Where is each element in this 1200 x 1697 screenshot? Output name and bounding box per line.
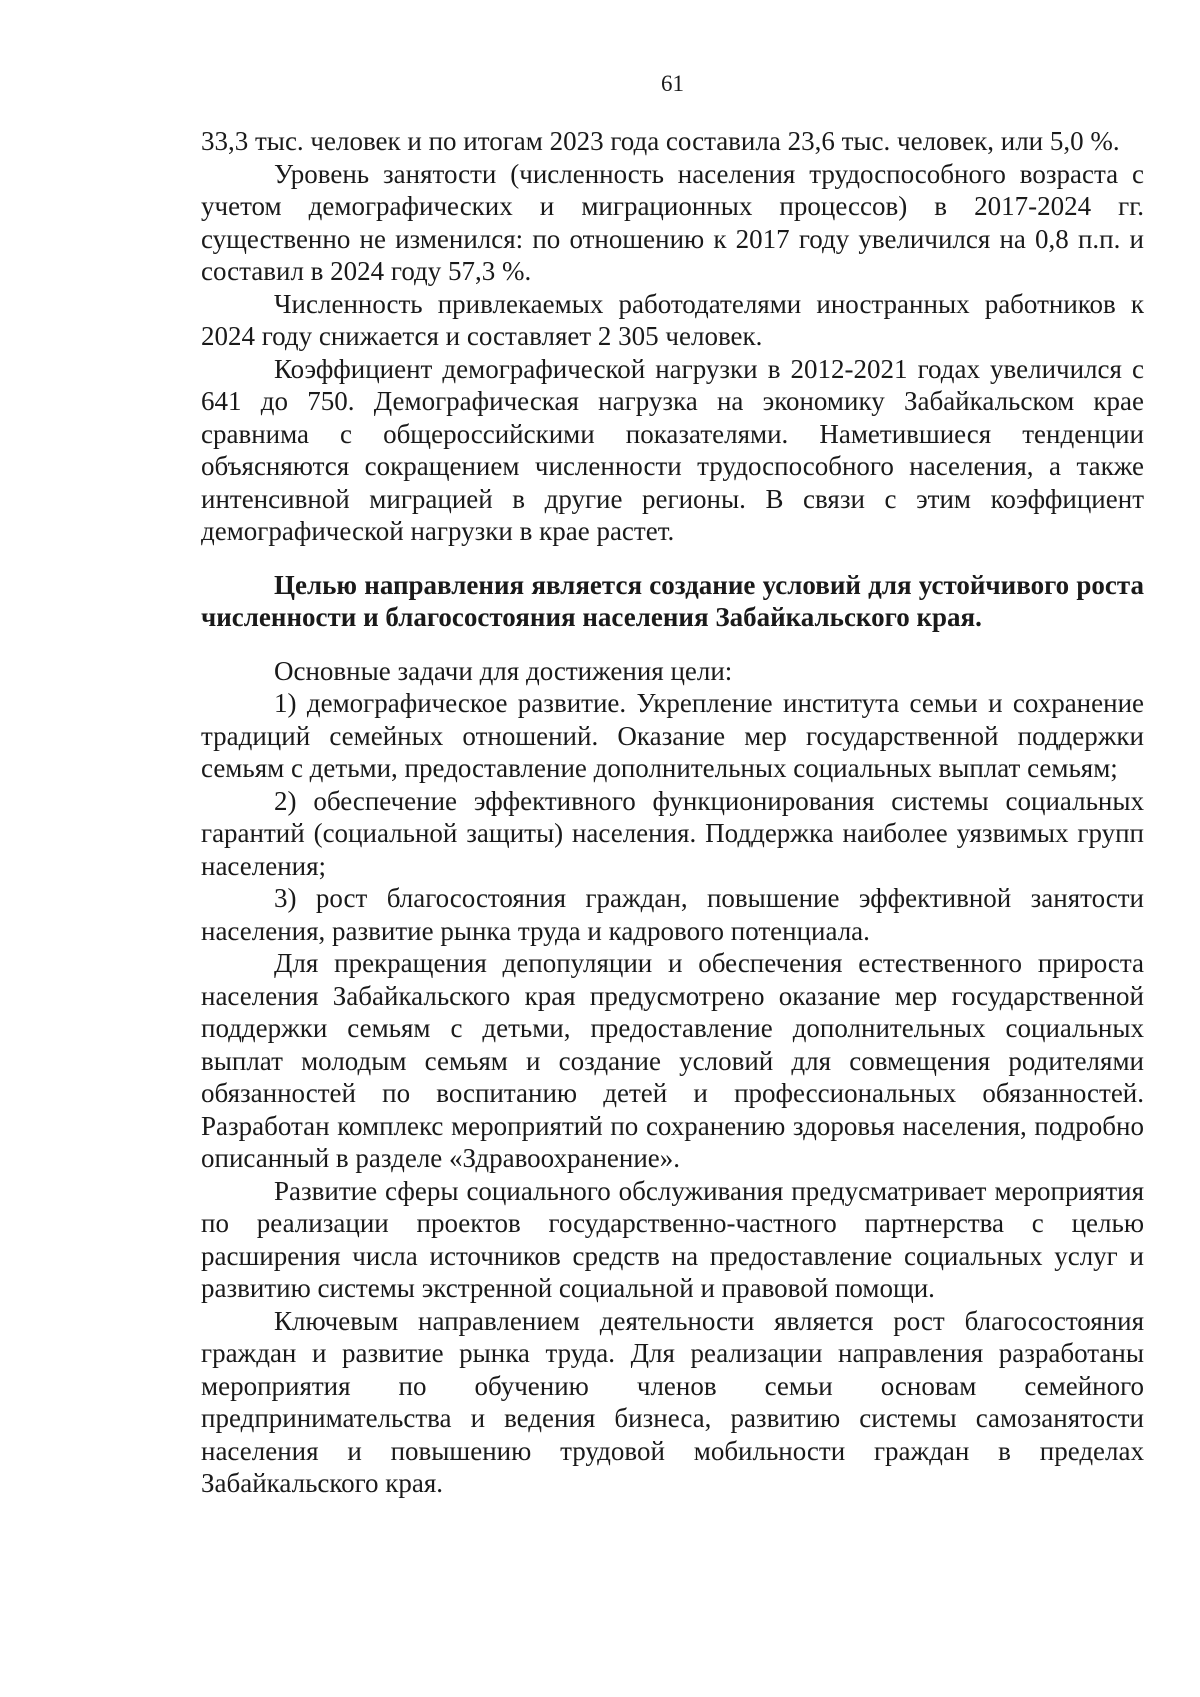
page-number: 61 xyxy=(661,71,684,96)
task-item-1: 1) демографическое развитие. Укрепление института семьи и сохранение традиций семейных отношений. Оказание мер государственной поддержки семьям с детьми, предоставление дополнительных социальных выплат семьям; xyxy=(201,688,1144,783)
paragraph-tasks-intro: Основные задачи для достижения цели: xyxy=(274,655,733,686)
task-item-2: 2) обеспечение эффективного функционирования системы социальных гарантий (социальной защиты) населения. Поддержка наиболее уязвимых групп населения; xyxy=(201,785,1144,881)
task-item-3: 3) рост благосостояния граждан, повышение эффективной занятости населения, развитие рынка труда и кадрового потенциала. xyxy=(201,883,1144,946)
body-text xyxy=(201,125,1144,1500)
paragraph-social-services: Развитие сферы социального обслуживания предусматривает мероприятия по реализации проектов государственно-частного партнерства с целью расширения числа источников средств на предоставление социальных услуг и развитию системы экстренной социальной и правовой помощи. xyxy=(201,1175,1144,1303)
paragraph-depopulation: Для прекращения депопуляции и обеспечения естественного прироста населения Забайкальского края предусмотрено оказание мер государственной поддержки семьям с детьми, предоставление дополнительных социальных выплат молодым семьям и создание условий для совмещения родителями обязанностей по воспитанию детей и профессиональных обязанностей. Разработан комплекс мероприятий по сохранению здоровья населения, подробно описанный в разделе «Здравоохранение». xyxy=(201,948,1144,1173)
paragraph-goal: Целью направления является создание условий для устойчивого роста численности и благосостояния населения Забайкальского края. xyxy=(201,569,1144,632)
paragraph-demographic-load: Коэффициент демографической нагрузки в 2012-2021 годах увеличился с 641 до 750. Демографическая нагрузка на экономику Забайкальском крае сравнима с общероссийскими показателями. Наметившиеся тенденции объясняются сокращением численности трудоспособного населения, а также интенсивной миграцией в другие регионы. В связи с этим коэффициент демографической нагрузки в крае растет. xyxy=(201,353,1144,546)
paragraph-labor-market: Ключевым направлением деятельности является рост благосостояния граждан и развитие рынка труда. Для реализации направления разработаны мероприятия по обучению членов семьи основам семейного предпринимательства и ведения бизнеса, развитию системы самозанятости населения и повышению трудовой мобильности граждан в пределах Забайкальского края. xyxy=(201,1305,1144,1498)
paragraph-continuation: 33,3 тыс. человек и по итогам 2023 года составила 23,6 тыс. человек, или 5,0 %. xyxy=(201,126,1120,156)
paragraph-employment-level: Уровень занятости (численность населения трудоспособного возраста с учетом демографических и миграционных процессов) в 2017-2024 гг. существенно не изменился: по отношению к 2017 году увеличился на 0,8 п.п. и составил в 2024 году 57,3 %. xyxy=(201,158,1144,286)
paragraph-foreign-workers: Численность привлекаемых работодателями иностранных работников к 2024 году снижается и составляет 2 305 человек. xyxy=(201,288,1144,351)
